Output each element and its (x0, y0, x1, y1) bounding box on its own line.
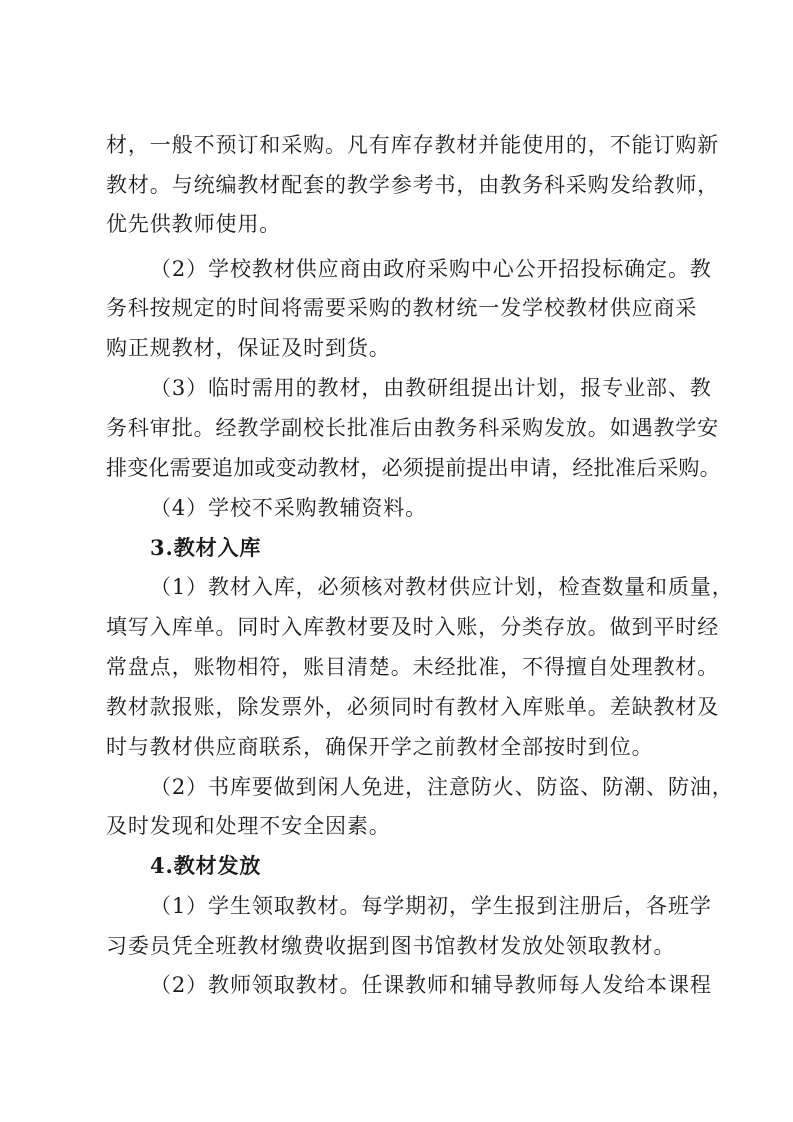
body-text-line: （4）学校不采购教辅资料。 (150, 496, 428, 520)
body-text-line: 务科按规定的时间将需要采购的教材统一发学校教材供应商采 (106, 296, 698, 320)
body-text-line: 常盘点，账物相符，账目清楚。未经批准，不得擅自处理教材。 (106, 655, 720, 679)
body-text-line: 及时发现和处理不安全因素。 (106, 814, 391, 838)
body-text-line: 务科审批。经教学副校长批准后由教务科采购发放。如遇教学安 (106, 416, 720, 440)
body-text-line: （1）学生领取教材。每学期初，学生报到注册后，各班学 (150, 894, 712, 918)
body-text-line: 习委员凭全班教材缴费收据到图书馆教材发放处领取教材。 (106, 934, 676, 958)
body-text-line: 教材。与统编教材配套的教学参考书，由教务科采购发给教师， (106, 173, 720, 197)
section-heading: 4.教材发放 (150, 853, 262, 878)
body-text-line: 材，一般不预订和采购。凡有库存教材并能使用的，不能订购新 (106, 133, 720, 157)
body-text-line: 填写入库单。同时入库教材要及时入账，分类存放。做到平时经 (106, 615, 720, 639)
body-text-line: 排变化需要追加或变动教材，必须提前提出申请，经批准后采购。 (106, 456, 721, 480)
body-text-line: （3）临时需用的教材，由教研组提出计划，报专业部、教 (150, 376, 712, 400)
body-text-line: （2）书库要做到闲人免进，注意防火、防盗、防潮、防油， (150, 775, 734, 799)
section-heading: 3.教材入库 (150, 535, 262, 560)
body-text-line: （2）学校教材供应商由政府采购中心公开招投标确定。教 (150, 257, 712, 281)
body-text-line: （1）教材入库，必须核对教材供应计划，检查数量和质量， (150, 575, 734, 599)
body-text-line: （2）教师领取教材。任课教师和辅导教师每人发给本课程 (150, 973, 712, 997)
body-text-line: 购正规教材，保证及时到货。 (106, 336, 391, 360)
body-text-line: 时与教材供应商联系，确保开学之前教材全部按时到位。 (106, 735, 654, 759)
body-text-line: 优先供教师使用。 (106, 212, 282, 236)
body-text-line: 教材款报账，除发票外，必须同时有教材入库账单。差缺教材及 (106, 695, 720, 719)
